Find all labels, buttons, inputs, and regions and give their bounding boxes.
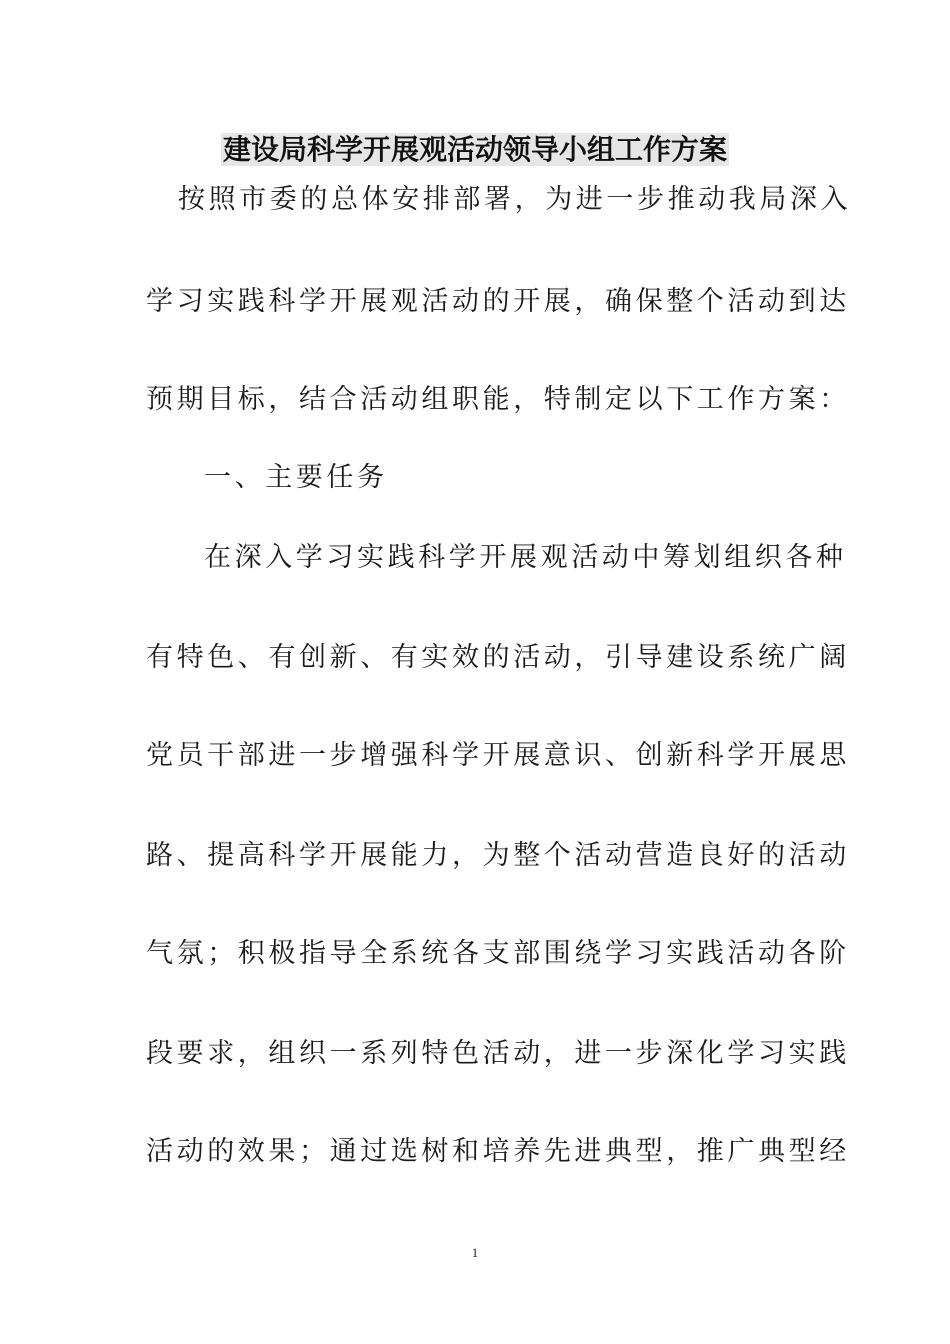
paragraph-line-9: 气氛；积极指导全系统各支部围绕学习实践活动各阶: [146, 938, 850, 969]
paragraph-line-7: 党员干部进一步增强科学开展意识、创新科学开展思: [146, 740, 850, 771]
title-text: 建设局科学开展观活动领导小组工作方案: [222, 133, 727, 166]
paragraph-line-11: 活动的效果；通过选树和培养先进典型，推广典型经: [146, 1136, 850, 1167]
section-heading: 一、主要任务: [204, 462, 388, 493]
paragraph-line-5: 在深入学习实践科学开展观活动中筹划组织各种: [204, 542, 847, 573]
paragraph-line-10: 段要求，组织一系列特色活动，进一步深化学习实践: [146, 1038, 850, 1069]
page-number: 1: [471, 1245, 479, 1260]
paragraph-line-8: 路、提高科学开展能力，为整个活动营造良好的活动: [146, 840, 850, 871]
document-title: [0, 128, 950, 172]
paragraph-line-3: 预期目标，结合活动组职能，特制定以下工作方案：: [146, 384, 850, 415]
paragraph-line-2: 学习实践科学开展观活动的开展，确保整个活动到达: [146, 286, 850, 317]
paragraph-line-6: 有特色、有创新、有实效的活动，引导建设系统广阔: [146, 642, 850, 673]
paragraph-line-1: 按照市委的总体安排部署，为进一步推动我局深入: [178, 184, 852, 215]
